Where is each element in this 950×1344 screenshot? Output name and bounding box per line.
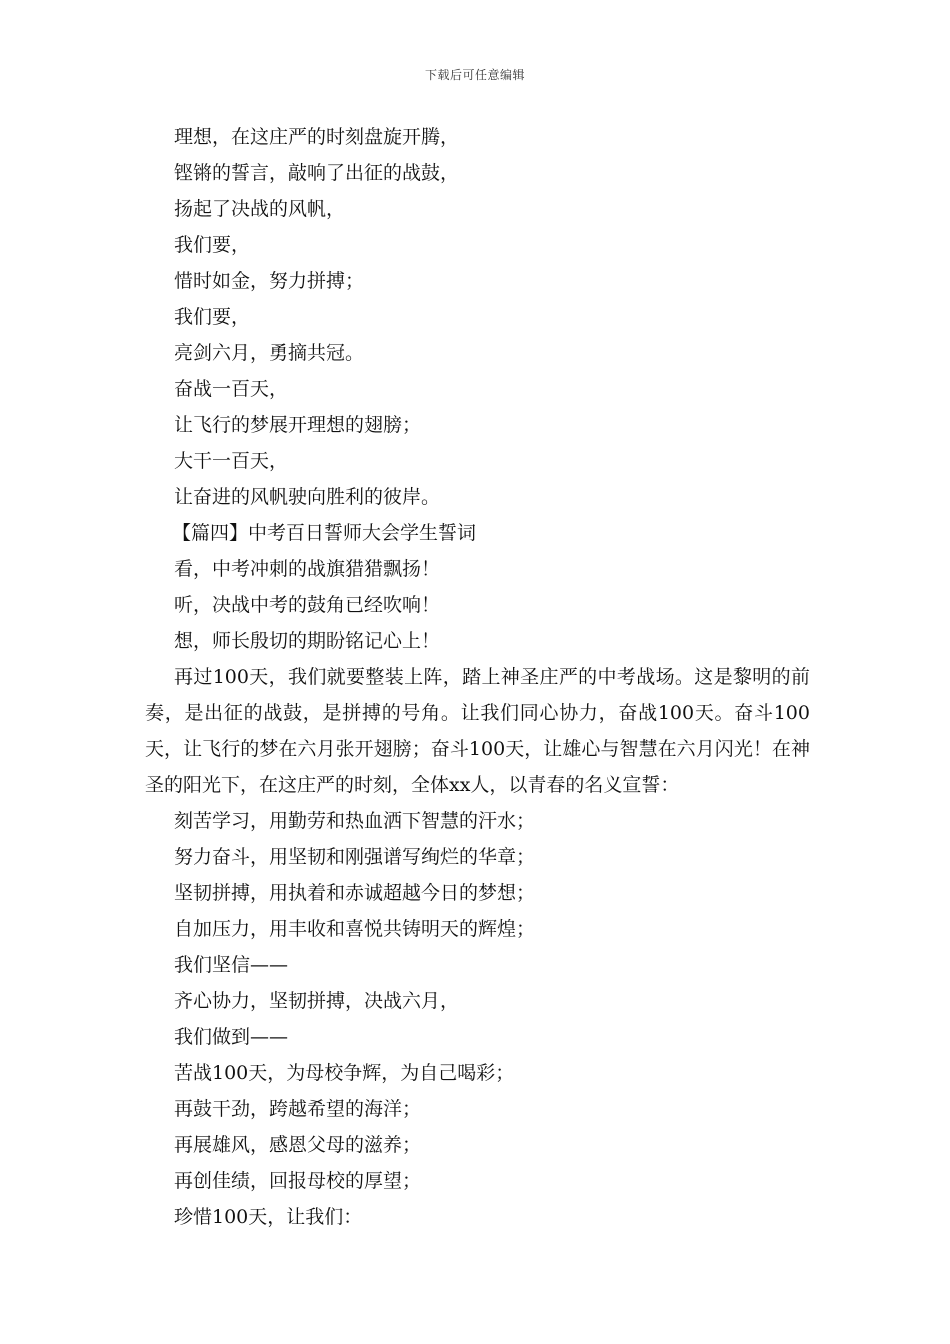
text-line: 听，决战中考的鼓角已经吹响！ xyxy=(174,594,441,616)
text-line: 珍惜100天，让我们： xyxy=(174,1206,363,1228)
text-line: 再鼓干劲，跨越希望的海洋； xyxy=(174,1098,422,1120)
text-line: 惜时如金，努力拼搏； xyxy=(174,270,365,292)
text-line: 我们坚信—— xyxy=(174,954,289,976)
text-line: 亮剑六月，勇摘共冠。 xyxy=(174,342,365,364)
document-body xyxy=(145,119,810,1235)
text-line: 刻苦学习，用勤劳和热血洒下智慧的汗水； xyxy=(174,810,536,832)
page-header-note: 下载后可任意编辑 xyxy=(424,68,525,82)
text-line: 我们做到—— xyxy=(174,1026,289,1048)
text-line: 坚韧拼搏，用执着和赤诚超越今日的梦想； xyxy=(174,882,536,904)
text-line: 让飞行的梦展开理想的翅膀； xyxy=(174,414,422,436)
text-line: 苦战100天，为母校争辉，为自己喝彩； xyxy=(174,1062,515,1084)
text-line: 理想，在这庄严的时刻盘旋开腾， xyxy=(174,126,460,148)
text-line: 我们要， xyxy=(174,234,251,256)
text-line: 让奋进的风帆驶向胜利的彼岸。 xyxy=(174,486,441,508)
text-line: 铿锵的誓言，敲响了出征的战鼓， xyxy=(174,162,460,184)
text-line: 齐心协力，坚韧拼搏，决战六月， xyxy=(174,990,460,1012)
text-line: 再展雄风，感恩父母的滋养； xyxy=(174,1134,422,1156)
text-line: 大干一百天， xyxy=(174,450,289,472)
text-line: 我们要， xyxy=(174,306,251,328)
section-heading: 【篇四】中考百日誓师大会学生誓词 xyxy=(172,522,477,544)
text-line: 看，中考冲刺的战旗猎猎飘扬！ xyxy=(174,558,441,580)
text-line: 再创佳绩，回报母校的厚望； xyxy=(174,1170,422,1192)
text-line: 奋战一百天， xyxy=(174,378,289,400)
text-line: 扬起了决战的风帆， xyxy=(174,198,346,220)
text-line: 自加压力，用丰收和喜悦共铸明天的辉煌； xyxy=(174,918,536,940)
oath-paragraph: 再过100天，我们就要整装上阵，踏上神圣庄严的中考战场。这是黎明的前奏，是出征的战鼓，是拼搏的号角。让我们同心协力，奋战100天。奋斗100天，让飞行的梦在六月张开翅膀；奋斗100天，让雄心与智慧在六月闪光！在神圣的阳光下，在这庄严的时刻，全体xx人，以青春的名义宣誓： xyxy=(145,666,810,796)
text-line: 想，师长殷切的期盼铭记心上！ xyxy=(174,630,441,652)
text-line: 努力奋斗，用坚韧和刚强谱写绚烂的华章； xyxy=(174,846,536,868)
